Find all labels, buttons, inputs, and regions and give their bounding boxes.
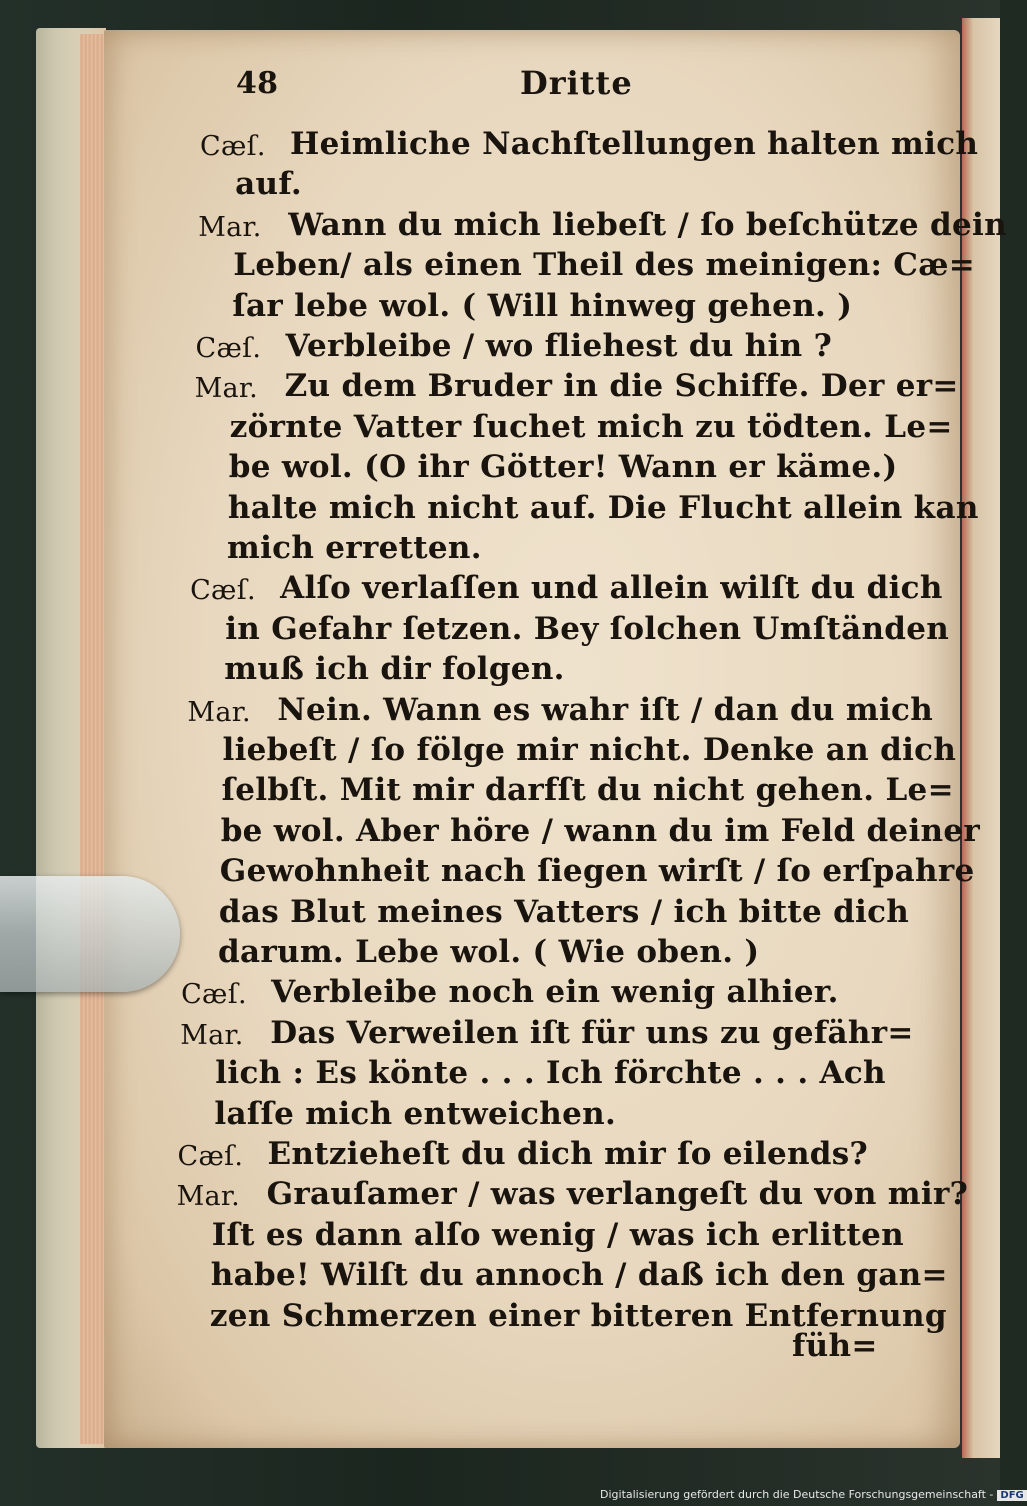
text-line: habe! Wilſt du annoch / daß ich den gan= <box>210 1257 948 1294</box>
text-line: Leben/ als einen Theil des meinigen: Cæ= <box>233 247 976 284</box>
text-line: zen Schmerzen einer bitteren Entfernung <box>209 1297 947 1334</box>
page-number: 48 <box>236 66 279 101</box>
text-line: be wol. (O ihr Götter! Wann er käme.) <box>228 449 898 486</box>
text-line: Verbleibe noch ein wenig alhier. <box>271 974 839 1011</box>
speaker-label: Cæſ. <box>181 979 247 1011</box>
text-line: Das Verweilen iſt für uns zu gefähr= <box>270 1014 914 1051</box>
running-head: Dritte <box>520 64 633 102</box>
speaker-label: Mar. <box>198 211 262 243</box>
text-line: darum. Lebe wol. ( Wie oben. ) <box>218 934 760 970</box>
text-line: laſſe mich entweichen. <box>214 1095 617 1132</box>
text-line: zörnte Vatter ſuchet mich zu tödten. Le= <box>229 408 953 445</box>
text-line: Heimliche Nachſtellungen halten mich <box>290 126 979 162</box>
speaker-label: Cæſ. <box>200 131 266 162</box>
text-line: muß ich dir folgen. <box>224 651 565 688</box>
text-line: Entzieheſt du dich mir ſo eilends? <box>267 1136 869 1172</box>
text-line: mich erretten. <box>227 530 482 566</box>
speaker-label: Mar. <box>194 373 259 405</box>
footer-text: Digitalisierung gefördert durch die Deutsche Forschungsgemeinschaft - <box>600 1488 994 1501</box>
text-line: Grauſamer / was verlangeſt du von mir? <box>266 1176 969 1213</box>
speaker-label: Cæſ. <box>177 1141 244 1172</box>
text-line: ſelbſt. Mit mir darfſt du nicht gehen. Le= <box>221 772 954 809</box>
text-line: Wann du mich liebeſt / ſo beſchütze dein <box>288 206 1007 243</box>
text-line: lich : Es könte . . . Ich förchte . . . Ach <box>215 1055 886 1092</box>
text-line: in Gefahr ſetzen. Bey ſolchen Umſtänden <box>225 610 950 647</box>
footer-credit <box>600 1488 1027 1504</box>
text-line: Gewohnheit nach ſiegen wirſt / ſo erſpahre <box>219 853 975 890</box>
text-line: Iſt es dann alſo wenig / was ich erlitten <box>211 1216 905 1253</box>
text-line: halte mich nicht auf. Die Flucht allein kan <box>227 489 979 526</box>
text-line: liebeſt / ſo fölge mir nicht. Denke an dich <box>222 732 957 768</box>
text-line: ſar lebe wol. ( Will hinweg gehen. ) <box>232 287 853 324</box>
text-line: Zu dem Bruder in die Schiffe. Der er= <box>284 368 959 405</box>
text-line: Nein. Wann es wahr iſt / dan du mich <box>277 691 934 728</box>
speaker-label: Cæſ. <box>195 333 262 364</box>
speaker-label: Cæſ. <box>190 575 256 607</box>
catchword: füh= <box>792 1328 878 1364</box>
speaker-label: Mar. <box>187 696 251 728</box>
speaker-label: Mar. <box>180 1019 244 1051</box>
text-line: Alſo verlaſſen und allein wilſt du dich <box>280 570 943 607</box>
text-line: das Blut meines Vatters / ich bitte dich <box>218 893 910 930</box>
text-line: be wol. Aber höre / wann du im Feld deiner <box>220 812 981 849</box>
glass-page-holder <box>0 876 180 992</box>
dfg-logo: DFG <box>997 1490 1026 1501</box>
text-line: auf. <box>235 166 302 203</box>
text-line: Verbleibe / wo fliehest du hin ? <box>285 328 833 364</box>
speaker-label: Mar. <box>176 1181 241 1213</box>
